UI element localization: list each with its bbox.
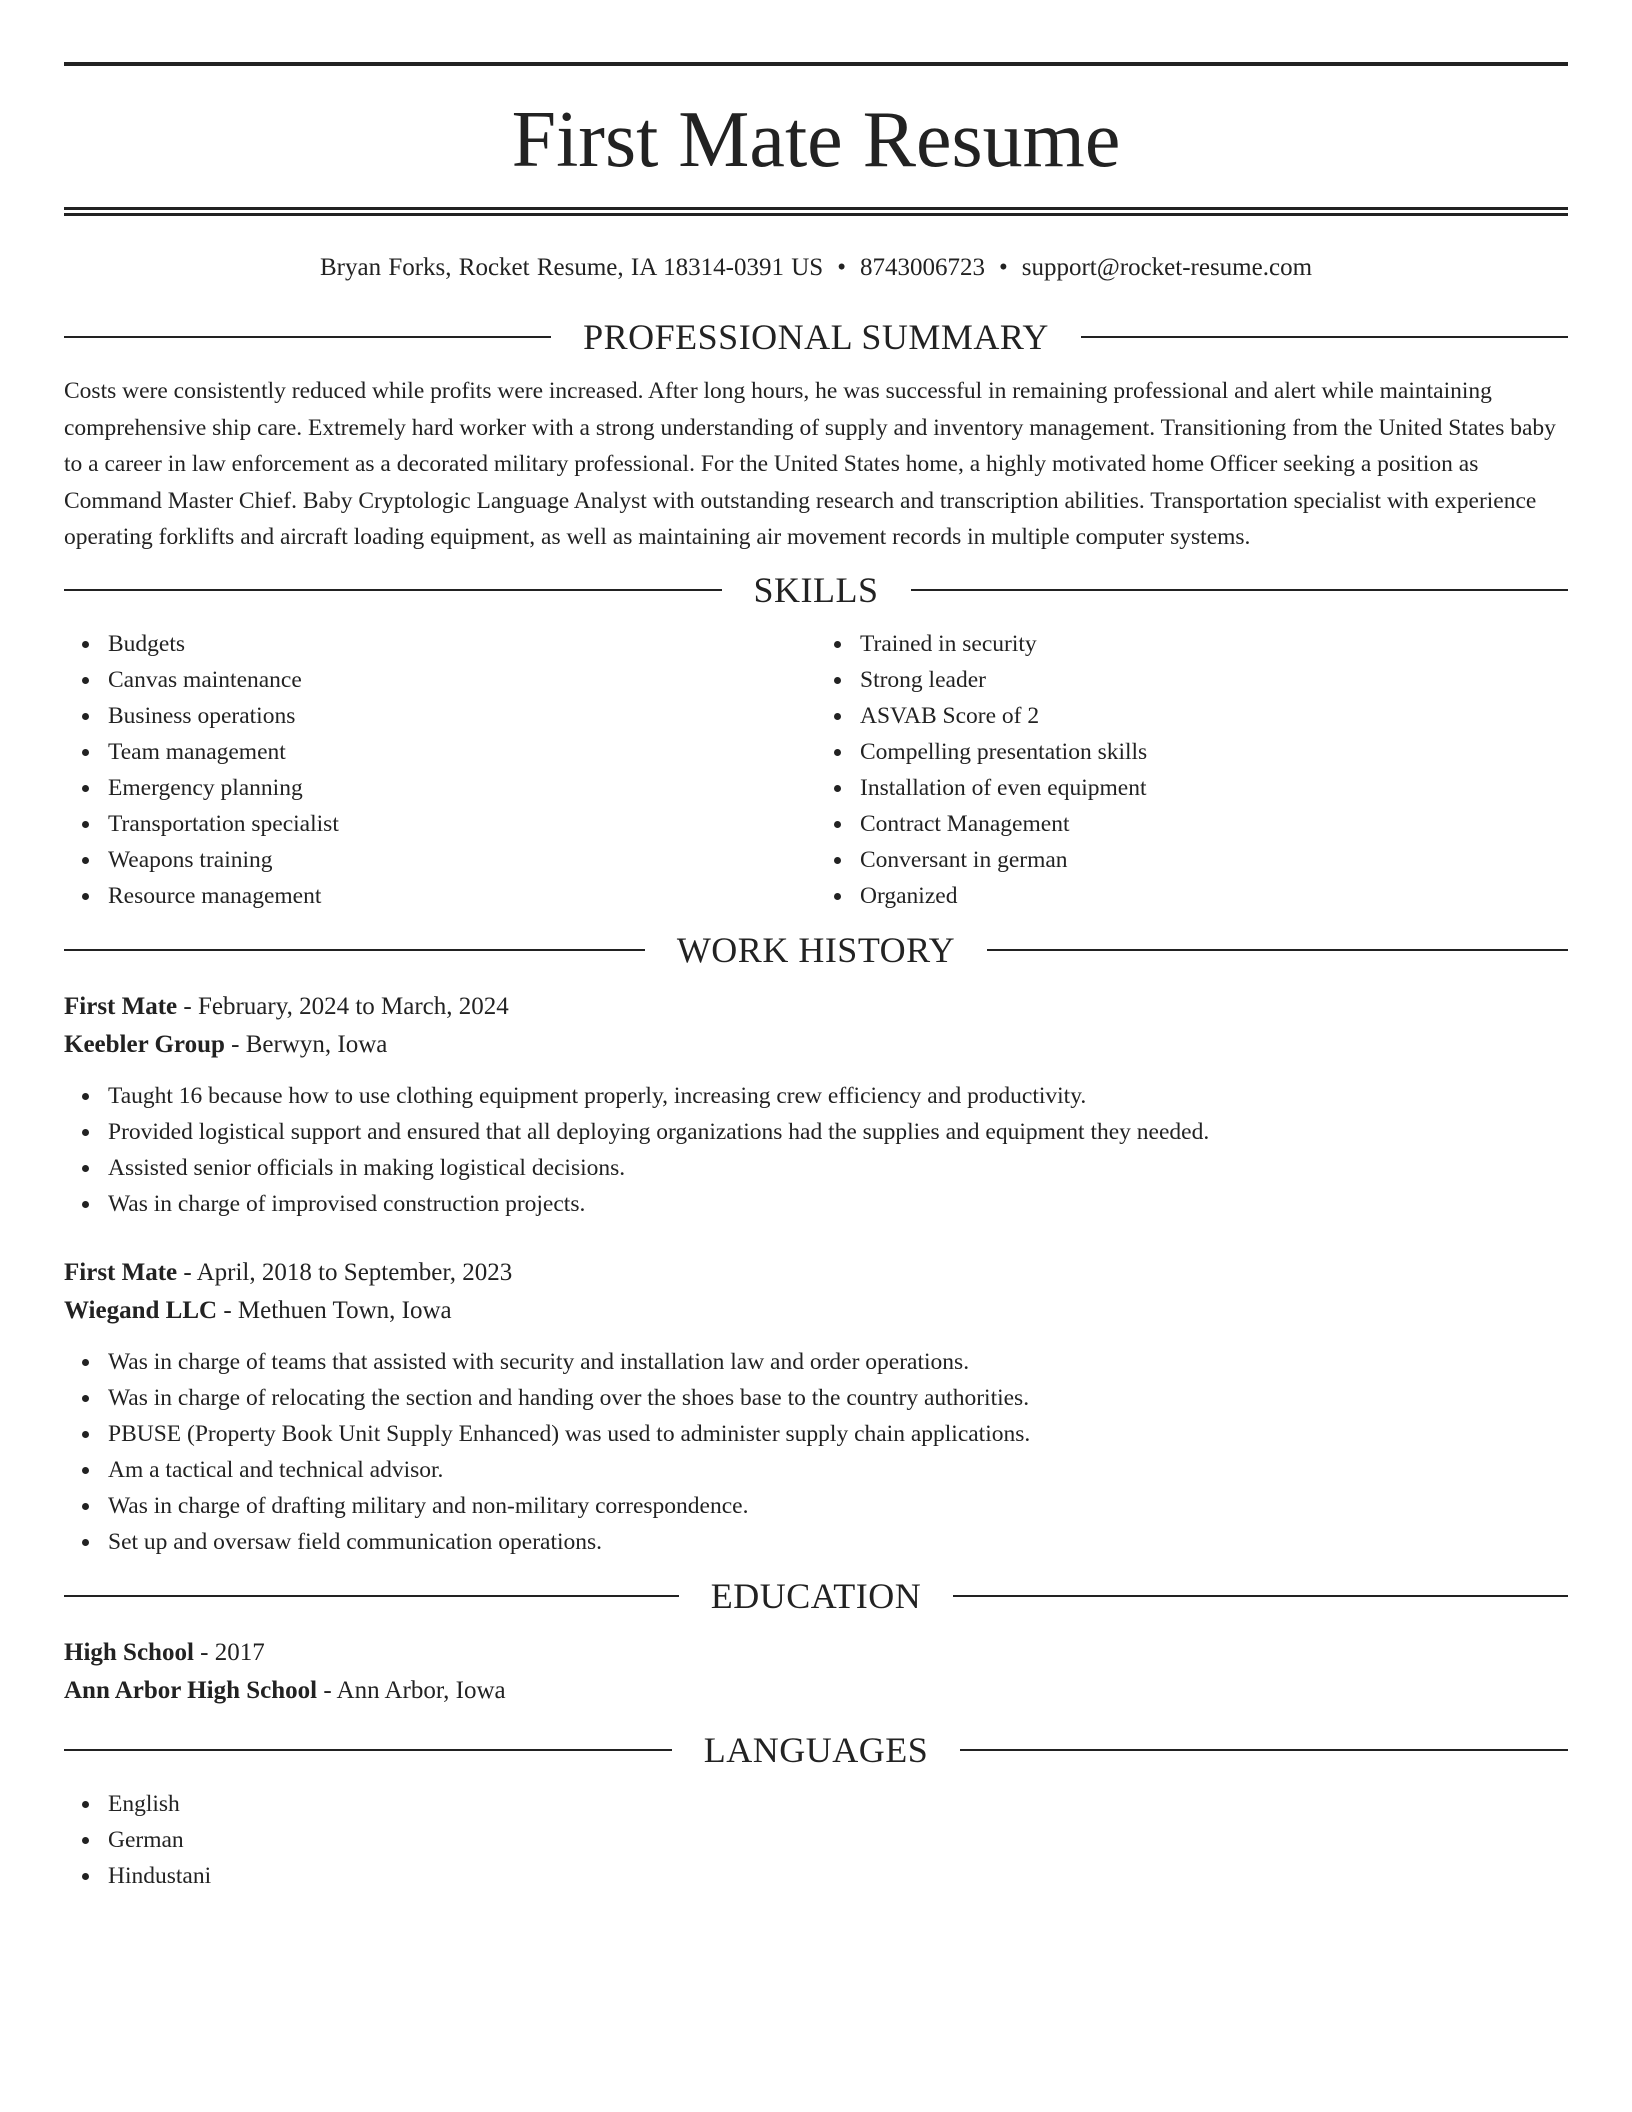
heading-rule: [64, 1749, 672, 1751]
skill-item: Budgets: [108, 626, 816, 662]
section-heading-education: [64, 1574, 1568, 1618]
education-degree-line: [64, 1634, 1568, 1672]
contact-separator: •: [837, 254, 846, 281]
heading-rule: [987, 949, 1568, 951]
section-heading-summary: [64, 315, 1568, 359]
skill-item: Installation of even equipment: [860, 770, 1568, 806]
job-bullet: Was in charge of teams that assisted with security and installation law and order operations.: [108, 1344, 1568, 1380]
title-double-rule: [64, 207, 1568, 216]
job-bullets: [64, 1344, 1568, 1560]
job-bullet: Was in charge of relocating the section and handing over the shoes base to the country authorities.: [108, 1380, 1568, 1416]
contact-line: [64, 251, 1568, 285]
skill-item: Team management: [108, 734, 816, 770]
contact-phone: 8743006723: [859, 254, 985, 281]
skill-item: Canvas maintenance: [108, 662, 816, 698]
resume-title: First Mate Resume: [511, 96, 1121, 184]
skill-item: Weapons training: [108, 842, 816, 878]
job-entry: [64, 1254, 1568, 1560]
skill-item: Organized: [860, 878, 1568, 914]
section-title: PROFESSIONAL SUMMARY: [583, 317, 1049, 357]
job-title: First Mate: [64, 992, 178, 1020]
job-bullet: Was in charge of improvised construction projects.: [108, 1186, 1568, 1222]
job-bullet: Assisted senior officials in making logistical decisions.: [108, 1150, 1568, 1186]
language-item: English: [108, 1786, 1568, 1822]
summary-text: Costs were consistently reduced while profits were increased. After long hours, he was successful in remaining professional and alert while maintaining comprehensive ship care. Extremely hard worker with a strong understanding of supply and inventory management. Transitioning from the United States baby to a career in law enforcement as a decorated military professional. For the United States home, a highly motivated home Officer seeking a position as Command Master Chief. Baby Cryptologic Language Analyst with outstanding research and transcription abilities. Transportation specialist with experience operating forklifts and aircraft loading equipment, as well as maintaining air movement records in multiple computer systems.: [64, 378, 1556, 550]
job-bullet: Set up and oversaw field communication operations.: [108, 1524, 1568, 1560]
section-heading-skills: [64, 568, 1568, 612]
skills-column-right: [816, 626, 1568, 914]
heading-rule: [64, 589, 722, 591]
top-rule: [64, 62, 1568, 66]
job-title: First Mate: [64, 1258, 178, 1286]
skill-item: Contract Management: [860, 806, 1568, 842]
heading-rule: [953, 1595, 1568, 1597]
skill-item: Trained in security: [860, 626, 1568, 662]
job-dates: - February, 2024 to March, 2024: [177, 992, 509, 1020]
job-title-line: [64, 1254, 1568, 1292]
job-company-line: [64, 1026, 1568, 1064]
heading-rule: [64, 336, 551, 338]
job-bullet: Provided logistical support and ensured that all deploying organizations had the supplies and equipment they needed.: [108, 1114, 1568, 1150]
section-title: LANGUAGES: [703, 1729, 929, 1770]
contact-separator: •: [998, 254, 1008, 281]
section-heading-languages: [64, 1728, 1568, 1772]
heading-rule: [1081, 336, 1568, 338]
section-heading-work: [64, 928, 1568, 972]
education-location: - Ann Arbor, Iowa: [317, 1676, 506, 1704]
job-location: - Berwyn, Iowa: [224, 1030, 388, 1058]
language-item: Hindustani: [108, 1858, 1568, 1894]
education-school: Ann Arbor High School: [64, 1676, 318, 1704]
skills-list: [64, 626, 1568, 914]
skills-column-left: [64, 626, 816, 914]
heading-rule: [64, 949, 645, 951]
skill-item: Compelling presentation skills: [860, 734, 1568, 770]
job-title-line: [64, 988, 1568, 1026]
contact-address: Bryan Forks, Rocket Resume, IA 18314-0391 US: [319, 254, 824, 281]
education-entry: [64, 1634, 1568, 1710]
job-bullets: [64, 1078, 1568, 1222]
contact-email: support@rocket-resume.com: [1021, 254, 1313, 281]
skill-item: Conversant in german: [860, 842, 1568, 878]
job-bullet: Taught 16 because how to use clothing equipment properly, increasing crew efficiency and productivity.: [108, 1078, 1568, 1114]
skill-item: Emergency planning: [108, 770, 816, 806]
education-school-line: [64, 1672, 1568, 1710]
job-company: Keebler Group: [64, 1030, 225, 1058]
language-item: German: [108, 1822, 1568, 1858]
heading-rule: [960, 1749, 1568, 1751]
education-year: - 2017: [193, 1638, 265, 1666]
heading-rule: [911, 589, 1569, 591]
job-dates: - April, 2018 to September, 2023: [177, 1258, 513, 1286]
job-company-line: [64, 1292, 1568, 1330]
skill-item: ASVAB Score of 2: [860, 698, 1568, 734]
job-bullet: Was in charge of drafting military and non-military correspondence.: [108, 1488, 1568, 1524]
job-company: Wiegand LLC: [64, 1296, 218, 1324]
job-bullet: PBUSE (Property Book Unit Supply Enhanced) was used to administer supply chain applications.: [108, 1416, 1568, 1452]
job-location: - Methuen Town, Iowa: [217, 1296, 452, 1324]
skill-item: Transportation specialist: [108, 806, 816, 842]
skill-item: Resource management: [108, 878, 816, 914]
heading-rule: [64, 1595, 679, 1597]
section-title: WORK HISTORY: [676, 929, 956, 970]
education-degree: High School: [64, 1638, 194, 1666]
skill-item: Strong leader: [860, 662, 1568, 698]
job-entry: [64, 988, 1568, 1222]
section-title: EDUCATION: [710, 1575, 922, 1616]
section-title: SKILLS: [753, 569, 879, 610]
skill-item: Business operations: [108, 698, 816, 734]
languages-list: [64, 1786, 1568, 1894]
job-bullet: Am a tactical and technical advisor.: [108, 1452, 1568, 1488]
